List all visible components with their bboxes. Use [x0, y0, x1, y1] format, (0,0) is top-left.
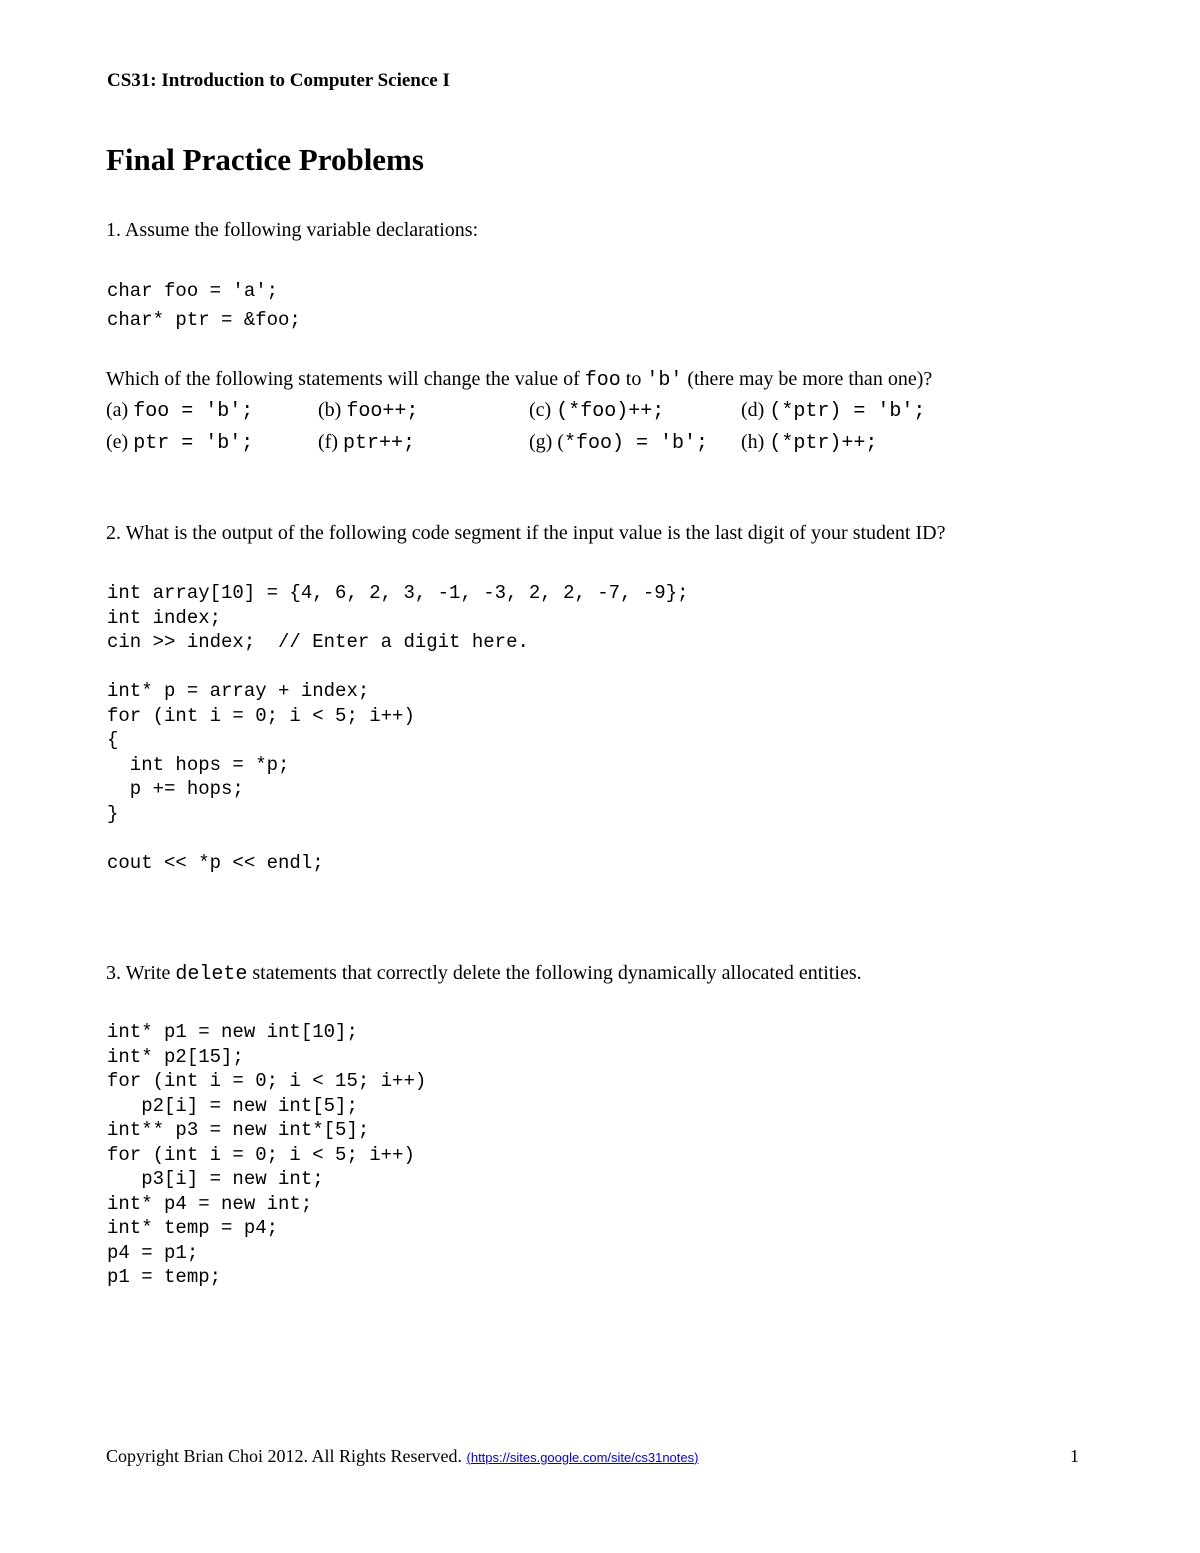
code-line: for (int i = 0; i < 15; i++)	[107, 1070, 427, 1092]
code-line: cin >> index; // Enter a digit here.	[107, 631, 529, 653]
q3-prompt-text: statements that correctly delete the following dynamically allocated entities.	[247, 962, 862, 984]
q2-code-block	[107, 581, 689, 875]
option-code: *foo) = 'b';	[563, 432, 709, 455]
code-line: int* p1 = new int[10];	[107, 1021, 358, 1043]
q2-prompt: 2. What is the output of the following code segment if the input value is the last digit of your student ID?	[106, 522, 946, 544]
code-line: for (int i = 0; i < 5; i++)	[107, 704, 415, 727]
code-line: p4 = p1;	[107, 1241, 199, 1264]
footer-link-open: (	[466, 1450, 471, 1465]
q1-option-e	[106, 430, 253, 456]
q1-question-code: 'b'	[646, 369, 683, 392]
q1-option-f	[318, 430, 415, 456]
option-label: (c)	[529, 399, 557, 421]
code-line: int* p4 = new int;	[107, 1192, 313, 1215]
option-label: (f)	[318, 431, 343, 453]
q3-prompt-text: 3. Write	[106, 962, 176, 984]
option-label: (e)	[106, 431, 134, 453]
footer-link-close: )	[694, 1450, 699, 1465]
code-line: for (int i = 0; i < 5; i++)	[107, 1143, 415, 1166]
code-line: cout << *p << endl;	[107, 851, 324, 874]
course-header: CS31: Introduction to Computer Science I	[107, 70, 450, 91]
option-code: (*foo)++;	[556, 400, 665, 423]
code-line: int** p3 = new int*[5];	[107, 1119, 370, 1141]
q1-option-b	[318, 398, 418, 424]
q3-code-block	[107, 1020, 426, 1290]
footer-link[interactable]: https://sites.google.com/site/cs31notes	[470, 1450, 695, 1465]
option-label: (g) (	[529, 431, 564, 453]
option-code: foo = 'b';	[133, 400, 254, 423]
q3-prompt	[106, 961, 862, 987]
code-line: {	[107, 729, 119, 751]
q1-question-text: (there may be more than one)?	[682, 368, 933, 390]
q1-option-d	[741, 398, 925, 424]
code-line	[107, 826, 689, 851]
code-line: int hops = *p;	[107, 753, 290, 776]
code-line: }	[107, 802, 119, 825]
page-number: 1	[1070, 1446, 1079, 1466]
q1-question-text: Which of the following statements will change the value of	[106, 368, 585, 390]
option-code: ptr++;	[342, 432, 415, 455]
page-title: Final Practice Problems	[106, 142, 424, 177]
code-line	[107, 655, 689, 680]
option-code: (*ptr) = 'b';	[769, 400, 926, 423]
option-label: (b)	[318, 399, 347, 421]
option-label: (h)	[741, 431, 770, 453]
code-line: char* ptr = &foo;	[107, 309, 301, 331]
q1-code-block	[107, 277, 301, 335]
footer-copyright	[106, 1446, 698, 1467]
option-code: (*ptr)++;	[769, 432, 878, 455]
code-line: int index;	[107, 606, 222, 629]
copyright-text: Copyright Brian Choi 2012. All Rights Reserved.	[106, 1446, 467, 1466]
code-line: int array[10] = {4, 6, 2, 3, -1, -3, 2, 2, -7, -9};	[107, 582, 689, 604]
option-label: (a)	[106, 399, 134, 421]
code-line: int* p = array + index;	[107, 680, 370, 702]
code-line: p2[i] = new int[5];	[107, 1094, 358, 1117]
option-code: ptr = 'b';	[133, 432, 254, 455]
code-line: int* temp = p4;	[107, 1217, 279, 1239]
code-line: p += hops;	[107, 778, 244, 800]
option-code: foo++;	[346, 400, 419, 423]
option-label: (d)	[741, 399, 770, 421]
q1-option-h	[741, 430, 877, 456]
q1-option-g	[529, 430, 708, 456]
q1-prompt: 1. Assume the following variable declarations:	[106, 219, 479, 241]
q1-option-a	[106, 398, 253, 424]
code-line: p1 = temp;	[107, 1266, 222, 1288]
code-line: char foo = 'a';	[107, 280, 279, 302]
code-line: int* p2[15];	[107, 1045, 244, 1068]
q1-option-c	[529, 398, 664, 424]
q1-question-text: to	[620, 368, 647, 390]
q1-question	[106, 367, 932, 393]
q1-question-code: foo	[584, 369, 621, 392]
code-line: p3[i] = new int;	[107, 1168, 324, 1190]
q3-prompt-code: delete	[175, 963, 248, 986]
